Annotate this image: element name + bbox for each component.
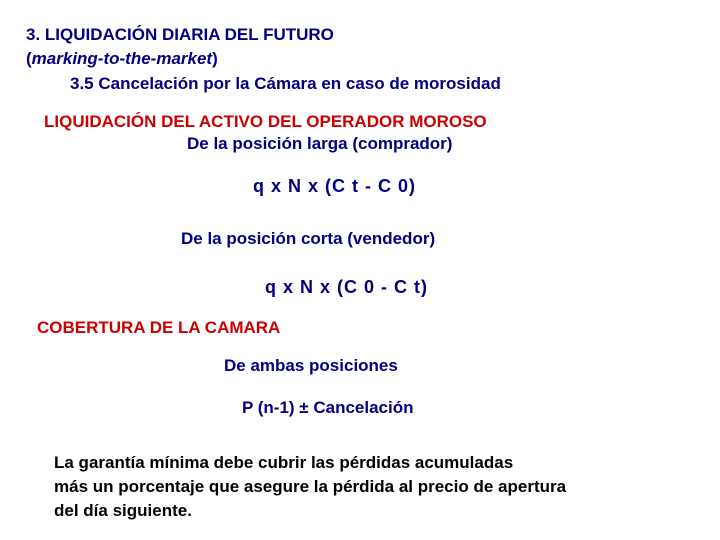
long-position-formula: q x N x (C t - C 0) (253, 176, 417, 196)
long-position-label: De la posición larga (comprador) (187, 134, 453, 153)
short-position-label: De la posición corta (vendedor) (181, 229, 436, 248)
section-subtitle (26, 49, 218, 69)
subtitle-open-paren: ( (26, 49, 32, 68)
liquidation-heading: LIQUIDACIÓN DEL ACTIVO DEL OPERADOR MOROSO (44, 112, 487, 131)
coverage-formula: P (n-1) ± Cancelación (242, 398, 414, 417)
subtitle-italic-term: marking-to-the-market (31, 49, 213, 68)
note-line: más un porcentaje que asegure la pérdida al precio de apertura (54, 477, 567, 496)
note-line: La garantía mínima debe cubrir las pérdidas acumuladas (54, 453, 514, 472)
note-line: del día siguiente. (54, 501, 192, 520)
subsection-heading: 3.5 Cancelación por la Cámara en caso de morosidad (70, 74, 501, 93)
section-title: 3. LIQUIDACIÓN DIARIA DEL FUTURO (26, 25, 334, 44)
both-positions-label: De ambas posiciones (224, 356, 398, 375)
subtitle-close-paren: ) (212, 49, 218, 68)
coverage-heading: COBERTURA DE LA CAMARA (37, 318, 281, 337)
short-position-formula: q x N x (C 0 - C t) (265, 277, 429, 297)
